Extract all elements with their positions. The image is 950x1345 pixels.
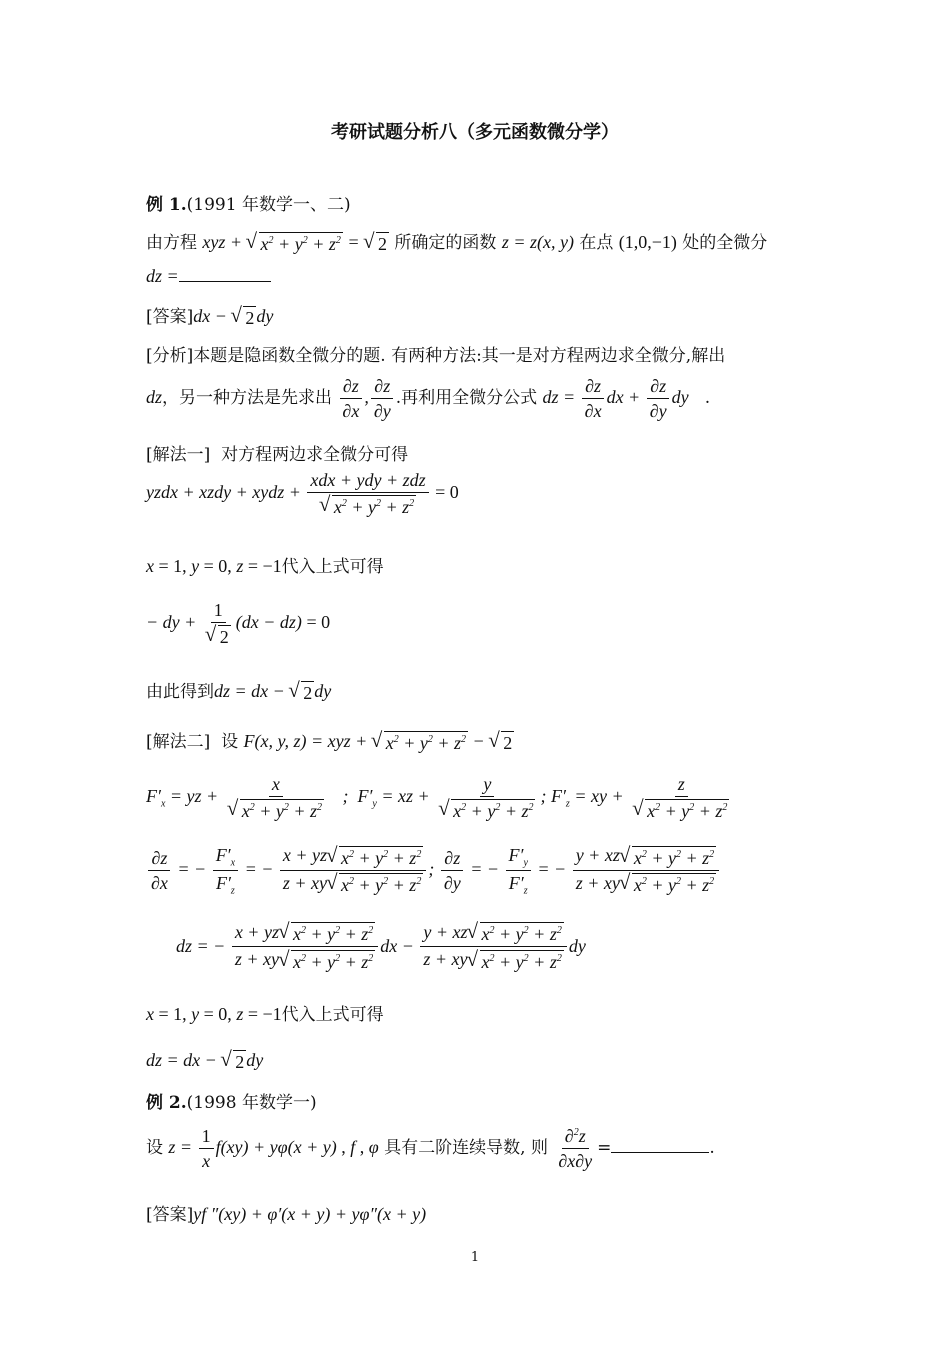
substitution-line-1: x = 1, y = 0, z = −1代入上式可得	[146, 556, 384, 577]
solution-2-heading: [解法二] 设 F(x, y, z) = xyz + √ $x^2 + y^2 + z^2$ − √ 2	[146, 727, 514, 754]
solution-1-result: 由此得到dz = dx − √ 2 dy	[146, 677, 331, 704]
equation-given: xyz + √ $x^2 + y^2 + z^2$ = √ 2	[202, 232, 389, 252]
example-1-answer: [答案]dx − √ 2 dy	[146, 302, 273, 329]
example-2-statement: 设 z = $\frac{1}{x}$ f(xy) + yφ(x + y) , f , φ 具有二阶连续导数, 则 $\frac{\partial^2z}{\partial x\partial y}$ = .	[146, 1126, 715, 1171]
example-2-answer: [答案]yf ″(xy) + φ′(x + y) + yφ″(x + y)	[146, 1204, 427, 1225]
example-2-label: 例 2.	[146, 1093, 187, 1113]
answer-blank-2	[611, 1138, 709, 1153]
example-1-source: (1991 年数学一、二)	[186, 195, 351, 215]
page-number: 1	[470, 1250, 480, 1265]
solution-1-equation: yzdx + xzdy + xydz + xdx + ydy + zdz √ $x^2 + y^2 + z^2$ = 0	[146, 470, 459, 518]
solution-2-result: dz = dx − √ 2 dy	[146, 1050, 263, 1073]
example-1-statement: 由方程 xyz + √ $x^2 + y^2 + z^2$ = √ 2 所确定的函数 z = z(x, y) 在点 (1,0,−1) 处的全微分	[146, 228, 767, 255]
solution-1-heading: [解法一] 对方程两边求全微分可得	[146, 445, 409, 465]
example-1-analysis-2: dz，另一种方法是先求出 $\frac{\partial z}{\partial x}$ , $\frac{\partial z}{\partial y}$ .再利用全微分公式 dz = $\frac{\partial z}{\partial x}$ dx + $\frac{\partial z}{\partial y}$ dy .	[146, 376, 711, 421]
substitution-line-2: x = 1, y = 0, z = −1代入上式可得	[146, 1004, 384, 1025]
partial-derivatives-z: $\frac{\partial z}{\partial x}$ = − $\frac{F'_x}{F'_z}$ = − $\frac{x + yz√ x^2 + y^2 + z^2}{z + xy√ x^2 + y^2 + z^2}$ ; $\frac{\partial z}{\partial y}$ = − $\frac{F'_y}{F'_z}$ = − $\frac{y + xz√ x^2 + y^2 + z^2}{z + xy√ x^2 + y^2 + z^2}$	[146, 845, 721, 896]
example-1-label: 例 1.	[146, 195, 187, 215]
example-2-source: (1998 年数学一)	[186, 1093, 317, 1113]
partial-derivatives-F: $F'_x$ = yz + x √ $x^2 + y^2 + z^2$ ; $F'_y$ = xz + y √ $x^2 + y^2 + z^2$ ; $F'_z$ = xy + z √ $x^2 + y^2 + z^2$	[146, 774, 734, 822]
substituted-equation: − dy + 1 √ 2 (dx − dz) = 0	[146, 600, 330, 648]
example-1-analysis: [分析]本题是隐函数全微分的题. 有两种方法:其一是对方程两边求全微分,解出	[146, 346, 726, 366]
example-2-heading	[146, 1088, 317, 1113]
total-differential-expression: dz = − $\frac{x + yz√ x^2 + y^2 + z^2}{z + xy√ x^2 + y^2 + z^2}$ dx − $\frac{y + xz√ x^2 + y^2 + z^2}{z + xy√ x^2 + y^2 + z^2}$ dy	[176, 922, 586, 973]
example-1-heading	[146, 190, 351, 215]
example-1-blank: dz =	[146, 266, 271, 287]
answer-blank	[179, 267, 271, 282]
page-title: 考研试题分析八（多元函数微分学）	[331, 122, 619, 143]
